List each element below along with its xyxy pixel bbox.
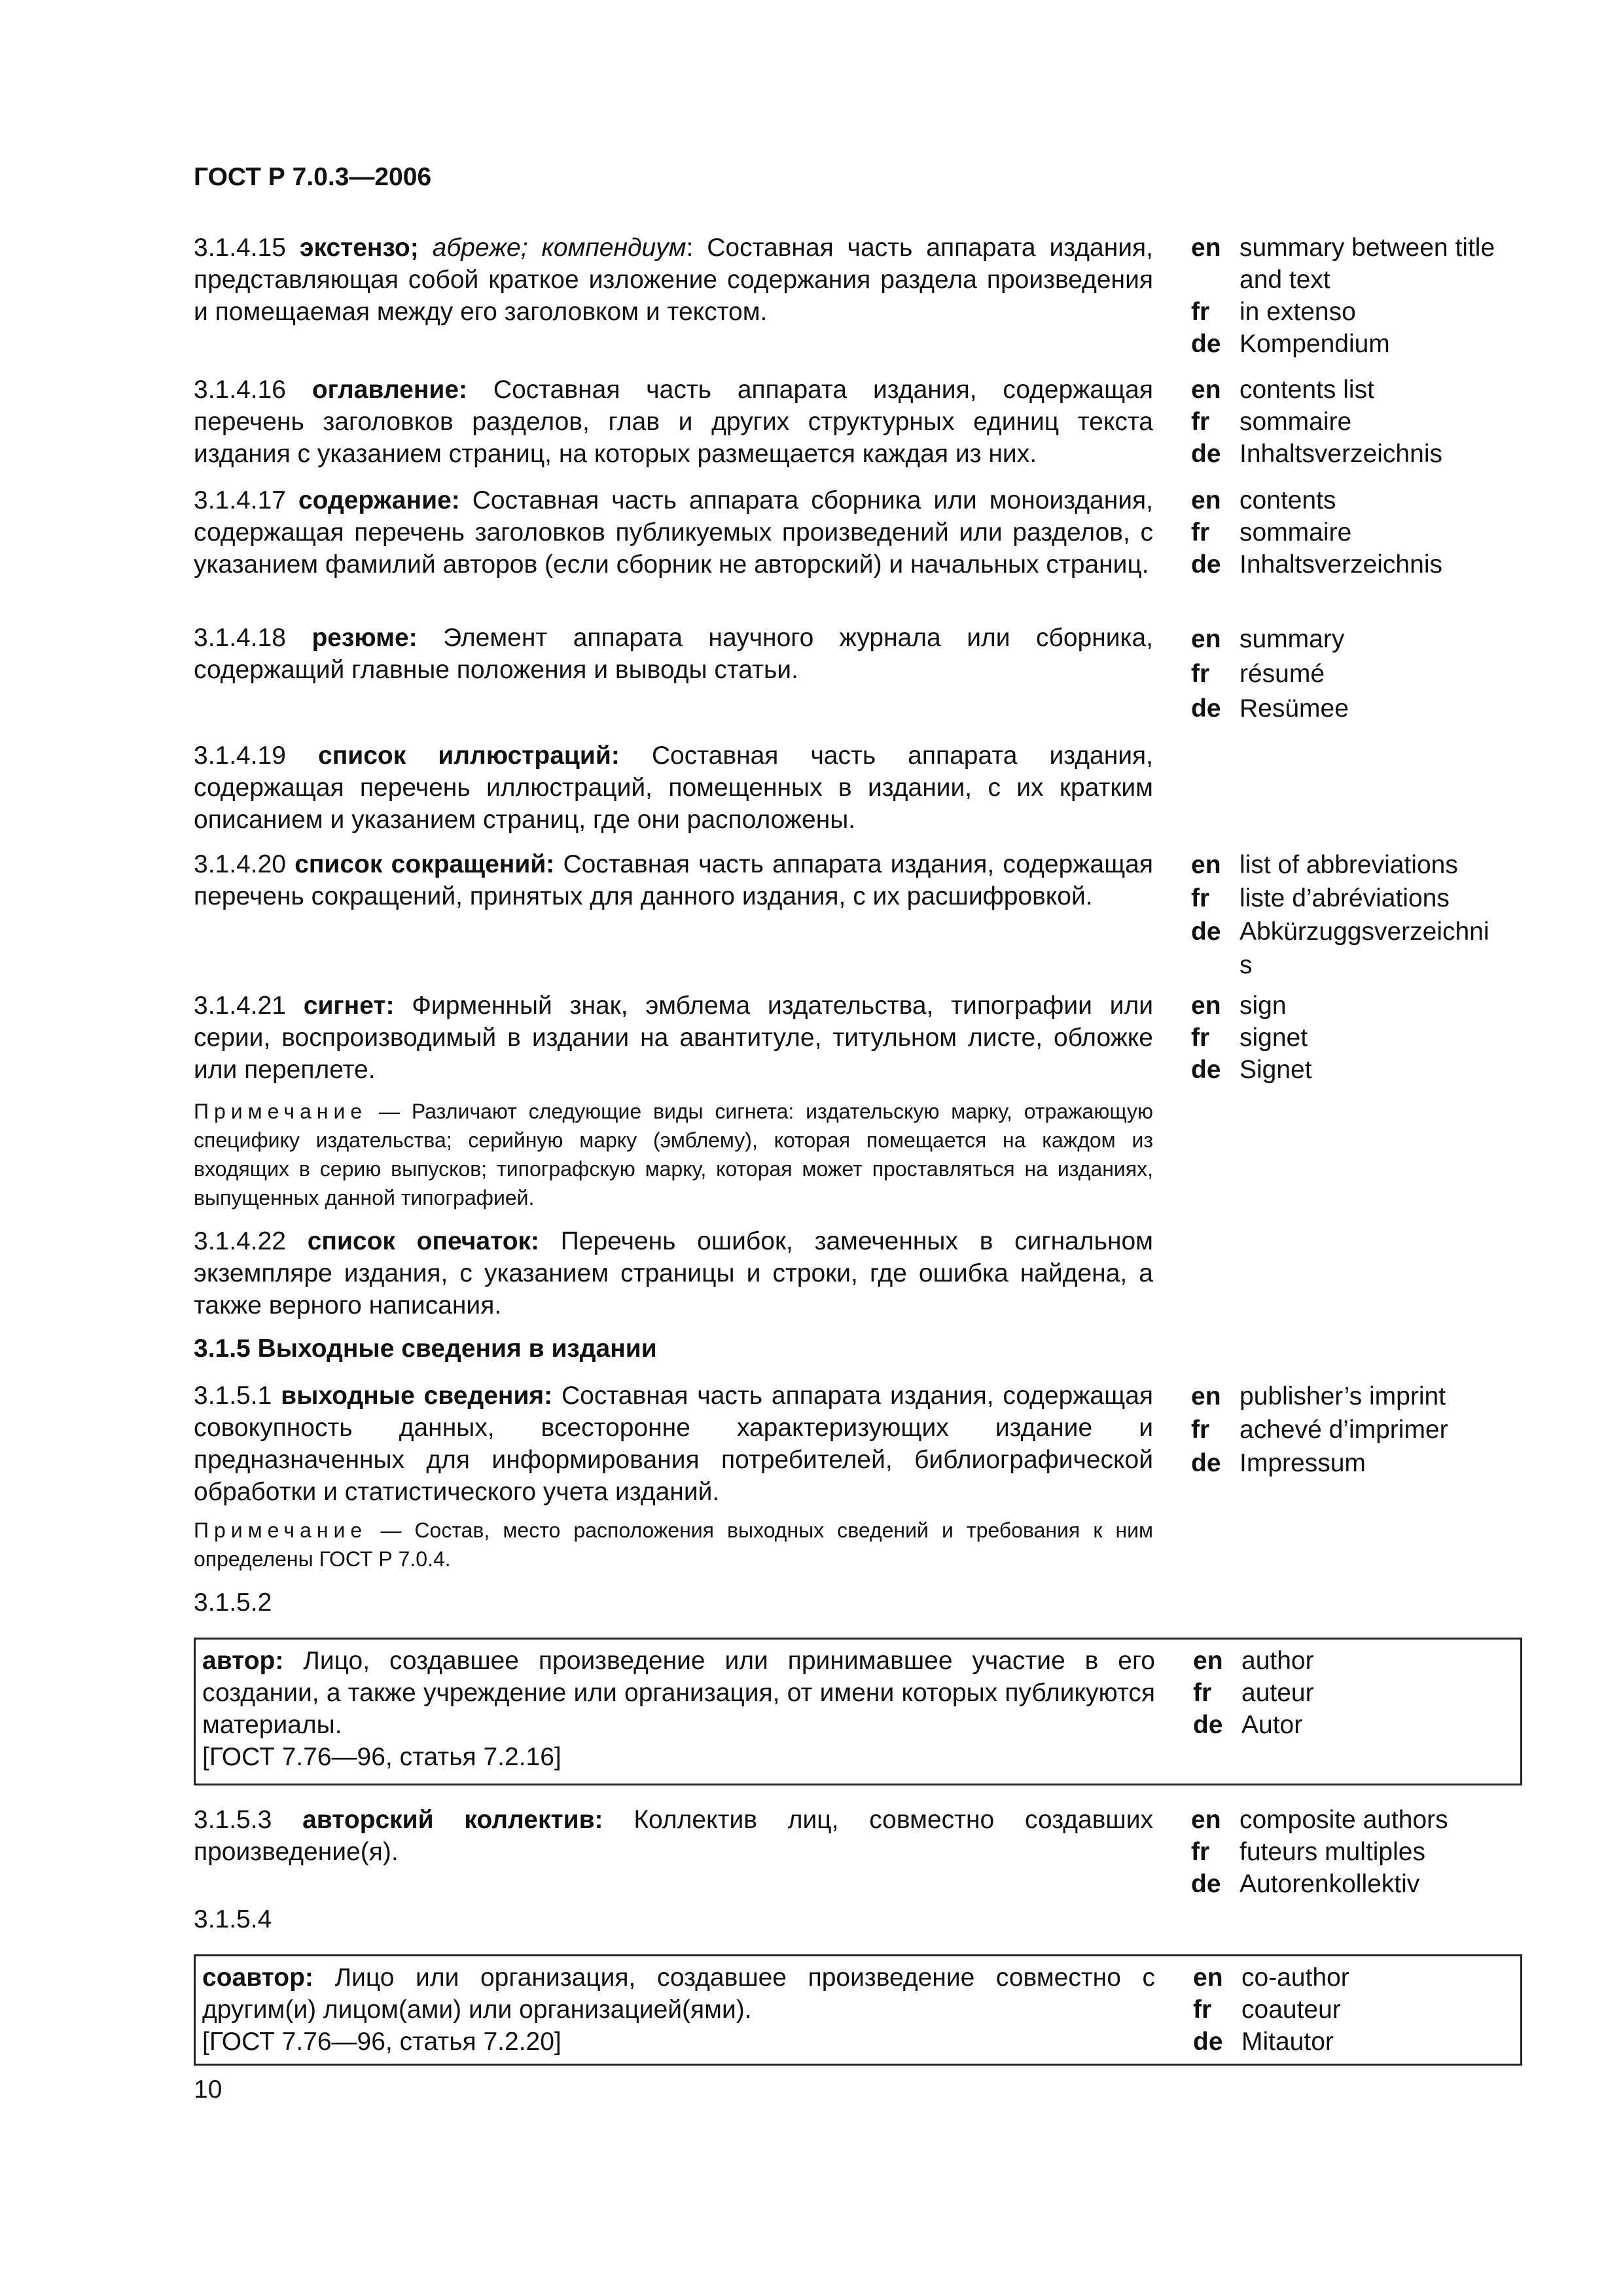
definition-text bbox=[194, 1380, 1153, 1508]
definition-text bbox=[194, 622, 1153, 686]
entry-number: 3.1.5.1 bbox=[194, 1382, 272, 1410]
lang-de: de bbox=[1191, 330, 1221, 358]
term-de: Signet bbox=[1240, 1056, 1312, 1084]
lang-fr: fr bbox=[1191, 1024, 1210, 1052]
term-fr: auteur bbox=[1241, 1679, 1314, 1707]
entry-definition: Коллектив лиц, совместно создавших произведение(я). bbox=[194, 1806, 1153, 1866]
lang-en: en bbox=[1191, 1382, 1221, 1410]
definition-text bbox=[194, 232, 1153, 328]
lang-fr: fr bbox=[1193, 1996, 1212, 2024]
lang-fr: fr bbox=[1191, 1838, 1210, 1866]
entry-number: 3.1.4.15 bbox=[194, 234, 286, 262]
entry-term: список опечаток: bbox=[307, 1227, 540, 1255]
boxed-term-coauthor bbox=[194, 1954, 1522, 2066]
note-imprint bbox=[194, 1516, 1153, 1573]
term-en: contents bbox=[1240, 486, 1336, 514]
translations bbox=[1191, 990, 1518, 1086]
term-en: co-author bbox=[1241, 1964, 1349, 1992]
entry-number-3-1-5-2: 3.1.5.2 bbox=[194, 1588, 272, 1617]
term-fr: sommaire bbox=[1240, 518, 1352, 547]
entry-term: выходные сведения: bbox=[281, 1382, 553, 1410]
note-signet bbox=[194, 1097, 1153, 1212]
entry-number: 3.1.4.17 bbox=[194, 486, 286, 514]
lang-en: en bbox=[1191, 992, 1221, 1020]
term-en: author bbox=[1241, 1647, 1314, 1675]
term-de: Kompendium bbox=[1240, 330, 1390, 358]
entry-number: 3.1.4.21 bbox=[194, 992, 286, 1020]
term-de: Autorenkollektiv bbox=[1240, 1870, 1420, 1898]
definition-text bbox=[194, 1225, 1153, 1321]
entry-definition: Фирменный знак, эмблема издательства, типографии или серии, воспроизводимый в издании на авантитуле, титульном листе, обложке или переплете. bbox=[194, 992, 1153, 1084]
definition-text bbox=[202, 1962, 1155, 2058]
term-en: list of abbreviations bbox=[1240, 851, 1458, 879]
entry-term: список иллюстраций: bbox=[318, 742, 620, 770]
term-en: summary between title and text bbox=[1240, 234, 1495, 294]
entry-term: соавтор: bbox=[202, 1964, 313, 1992]
definition-text bbox=[194, 740, 1153, 836]
lang-de: de bbox=[1193, 2028, 1223, 2056]
entry-alt-terms: абреже; компендиум bbox=[432, 234, 687, 262]
translations bbox=[1191, 622, 1518, 726]
lang-en: en bbox=[1191, 625, 1221, 653]
lang-fr: fr bbox=[1191, 660, 1210, 688]
lang-de: de bbox=[1191, 694, 1221, 723]
lang-en: en bbox=[1191, 234, 1221, 262]
entry-definition: Перечень ошибок, замеченных в сигнальном экземпляре издания, с указанием страницы и строки, где ошибка найдена, а также верного написания. bbox=[194, 1227, 1153, 1319]
entry-term: сигнет: bbox=[303, 992, 395, 1020]
translations bbox=[1191, 848, 1499, 982]
entry-definition: Составная часть аппарата издания, содержащая перечень заголовков разделов, глав и других структурных единиц текста издания с указанием страниц, на которых размещается каждая из них. bbox=[194, 376, 1153, 468]
term-fr: in extenso bbox=[1240, 298, 1356, 326]
lang-en: en bbox=[1191, 376, 1221, 404]
entry-number: 3.1.4.20 bbox=[194, 850, 286, 878]
entry-number: 3.1.4.18 bbox=[194, 624, 286, 652]
note-label: Примечание bbox=[194, 1518, 368, 1542]
definition-text bbox=[194, 990, 1153, 1086]
lang-fr: fr bbox=[1191, 518, 1210, 547]
term-fr: futeurs multiples bbox=[1240, 1838, 1425, 1866]
term-de: Inhaltsverzeichnis bbox=[1240, 550, 1442, 579]
note-text: — Различают следующие виды сигнета: издательскую марку, отражающую специфику издательства; серийную марку (эмблему), которая помещается на каждом из входящих в серию выпусков; типографскую марку, которая может проставляться на изданиях, выпущенных данной типографией. bbox=[194, 1100, 1153, 1210]
definition-text bbox=[194, 1804, 1153, 1868]
lang-en: en bbox=[1191, 1806, 1221, 1834]
entry-number: 3.1.5.3 bbox=[194, 1806, 272, 1834]
term-fr: liste d’abréviations bbox=[1240, 884, 1450, 912]
term-de: Abkürzuggsverzeichnis bbox=[1240, 918, 1489, 979]
entry-number-3-1-5-4: 3.1.5.4 bbox=[194, 1905, 272, 1933]
term-fr: achevé d’imprimer bbox=[1240, 1416, 1448, 1444]
lang-en: en bbox=[1191, 851, 1221, 879]
lang-fr: fr bbox=[1191, 884, 1210, 912]
lang-de: de bbox=[1191, 550, 1221, 579]
entry-definition: Составная часть аппарата сборника или моноиздания, содержащая перечень заголовков публикуемых произведений или разделов, с указанием фамилий авторов (если сборник не авторский) и начальных страниц. bbox=[194, 486, 1153, 579]
translations bbox=[1191, 374, 1518, 470]
page-number: 10 bbox=[194, 2075, 223, 2104]
term-fr: résumé bbox=[1240, 660, 1325, 688]
translations bbox=[1191, 484, 1518, 581]
entry-term: экстензо; bbox=[299, 234, 419, 262]
term-de: Autor bbox=[1241, 1711, 1303, 1739]
entry-term: авторский коллектив: bbox=[302, 1806, 603, 1834]
subsection-heading: 3.1.5 Выходные сведения в издании bbox=[194, 1335, 657, 1363]
lang-en: en bbox=[1193, 1647, 1223, 1675]
term-fr: coauteur bbox=[1241, 1996, 1341, 2024]
lang-fr: fr bbox=[1191, 408, 1210, 436]
definition-text bbox=[194, 484, 1153, 581]
term-fr: sommaire bbox=[1240, 408, 1352, 436]
note-label: Примечание bbox=[194, 1100, 368, 1123]
lang-fr: fr bbox=[1193, 1679, 1212, 1707]
lang-fr: fr bbox=[1191, 1416, 1210, 1444]
lang-en: en bbox=[1193, 1964, 1223, 1992]
lang-de: de bbox=[1191, 1449, 1221, 1477]
page-header: ГОСТ Р 7.0.3—2006 bbox=[194, 163, 432, 191]
term-en: contents list bbox=[1240, 376, 1374, 404]
term-en: composite authors bbox=[1240, 1806, 1448, 1834]
source-reference: [ГОСТ 7.76—96, статья 7.2.16] bbox=[202, 1743, 562, 1771]
term-de: Mitautor bbox=[1241, 2028, 1334, 2056]
definition-text bbox=[194, 374, 1153, 470]
entry-term: содержание: bbox=[298, 486, 460, 514]
definition-text bbox=[202, 1645, 1155, 1773]
translations bbox=[1193, 1962, 1520, 2058]
entry-term: оглавление: bbox=[312, 376, 468, 404]
lang-de: de bbox=[1191, 1056, 1221, 1084]
translations bbox=[1191, 1380, 1518, 1480]
term-en: summary bbox=[1240, 625, 1345, 653]
term-de: Inhaltsverzeichnis bbox=[1240, 440, 1442, 468]
translations bbox=[1191, 232, 1518, 360]
source-reference: [ГОСТ 7.76—96, статья 7.2.20] bbox=[202, 2028, 562, 2056]
lang-de: de bbox=[1191, 1870, 1221, 1898]
entry-term: список сокращений: bbox=[294, 850, 555, 878]
entry-number: 3.1.4.22 bbox=[194, 1227, 286, 1255]
lang-fr: fr bbox=[1191, 298, 1210, 326]
entry-term: автор: bbox=[202, 1647, 284, 1675]
entry-definition: Лицо или организация, создавшее произведение совместно с другим(и) лицом(ами) или организацией(ями). bbox=[202, 1964, 1155, 2024]
note-text: — Состав, место расположения выходных сведений и требования к ним определены ГОСТ Р 7.0.4. bbox=[194, 1518, 1153, 1571]
boxed-term-author bbox=[194, 1638, 1522, 1785]
entry-definition: Составная часть аппарата издания, содержащая перечень иллюстраций, помещенных в издании, с их кратким описанием и указанием страниц, где они расположены. bbox=[194, 742, 1153, 834]
entry-number: 3.1.4.19 bbox=[194, 742, 286, 770]
lang-de: de bbox=[1191, 918, 1221, 946]
entry-term: резюме: bbox=[312, 624, 418, 652]
translations bbox=[1191, 1804, 1518, 1900]
term-de: Resümee bbox=[1240, 694, 1349, 723]
lang-en: en bbox=[1191, 486, 1221, 514]
term-fr: signet bbox=[1240, 1024, 1308, 1052]
lang-de: de bbox=[1191, 440, 1221, 468]
entry-definition: : Составная часть аппарата издания, представляющая собой краткое изложение содержания раздела произведения и помещаемая между его заголовком и текстом. bbox=[194, 234, 1153, 326]
entry-definition: Составная часть аппарата издания, содержащая совокупность данных, всесторонне характеризующих издание и предназначенных для информирования потребителей, библиографической обработки и статистического учета изданий. bbox=[194, 1382, 1153, 1506]
lang-de: de bbox=[1193, 1711, 1223, 1739]
entry-definition: Элемент аппарата научного журнала или сборника, содержащий главные положения и выводы статьи. bbox=[194, 624, 1153, 684]
entry-number: 3.1.4.16 bbox=[194, 376, 286, 404]
entry-definition: Лицо, создавшее произведение или принимавшее участие в его создании, а также учреждение или организация, от имени которых публикуются материалы. bbox=[202, 1647, 1155, 1739]
definition-text bbox=[194, 848, 1153, 912]
entry-definition: Составная часть аппарата издания, содержащая перечень сокращений, принятых для данного издания, с их расшифровкой. bbox=[194, 850, 1153, 910]
term-en: sign bbox=[1240, 992, 1287, 1020]
translations bbox=[1193, 1645, 1520, 1741]
term-de: Impressum bbox=[1240, 1449, 1366, 1477]
term-en: publisher’s imprint bbox=[1240, 1382, 1446, 1410]
